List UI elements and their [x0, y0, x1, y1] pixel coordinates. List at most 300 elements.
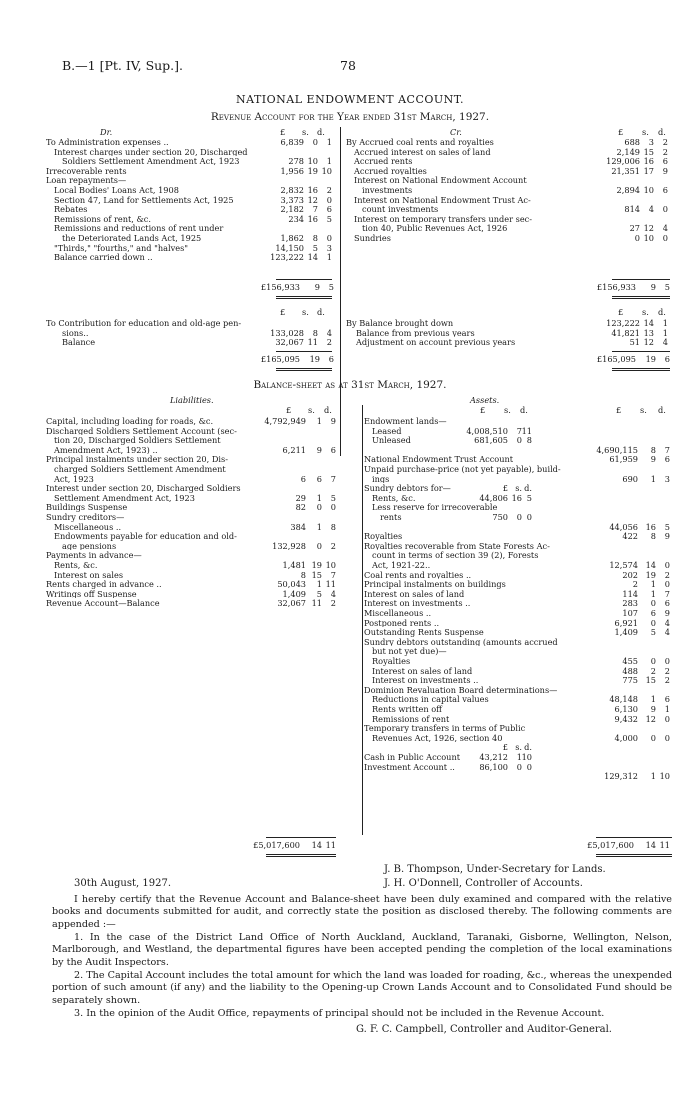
row-label: National Endowment Trust Account: [364, 454, 514, 464]
liability-row: [46, 541, 340, 551]
row-label: Section 47, Land for Settlements Act, 1925: [54, 194, 234, 205]
pence-cell: 6: [330, 444, 336, 455]
shillings-cell: 1: [316, 579, 322, 589]
shillings-cell: 8: [650, 444, 656, 455]
pounds-cell: 6,211: [282, 444, 306, 455]
pence-cell: 7: [330, 473, 336, 484]
pounds-cell: 51: [629, 337, 640, 347]
shillings-cell: 3: [648, 137, 654, 147]
asset-row: [364, 752, 674, 762]
asset-row: [364, 426, 674, 436]
revenue-cr-row: [346, 147, 672, 157]
liabilities-label: Liabilities.: [170, 395, 214, 405]
row-label: Loan repayments—: [46, 175, 127, 185]
pence-cell: 2: [326, 185, 332, 195]
row-label: Rebates: [54, 204, 88, 214]
pence-cell: 4: [664, 627, 670, 637]
audit-paragraph-2: 1. In the case of the District Land Office of North Auckland, Auckland, Taranaki, Gisborne, Wellington, Nelson, Marlborough, and Westland, the departmental figures have been accepted pending the completion of the local examinations by the Audit Inspectors.: [52, 932, 672, 968]
page: B.—1 [Pt. IV, Sup.]. 78 NATIONAL ENDOWMENT ACCOUNT. Revenue Account for the Year ended 31st March, 1927. Dr. Cr. £ s. d. £ s. d. To Administration expenses .. 6,839 0 1 Interest charges under section 20, Discharged Soldiers Settlement Amendment Act, 1923 278 10 1 Irrecoverable rents 1,956 19 10 Loan repayments— Local Bodies' Loans Act, 1908 2,832 16 2 Section 47, Land for Settlements Act, 1925 3,373 12 0 Rebates 2,182 7 6 Remissions of rent, &c. 234 16 5 Remissions and reductions of rent under the Deteriorated Lands Act, 1925 1,862 8 0 "Thirds," "fourths," and "halves" 14,150 5 3 Balance carried down .. 123,222 14 1 By Accrued coal rents and royalties 688 3 2 Accrued interest on sales of land 2,149 15 2 Accrued rents 129,006 16 6 Accrued royalties 21,351 17 9 Interest on National Endowment Account investments 2,894 10 6 Interest on National Endowment Trust Ac- count investments 814 4 0 Interest on temporary transfers under sec- tion 40, Public Revenues Act, 1926 27 12 4 Sundries 0 10 0 £156,933 9 5 £156,933 9 5 £ s. d. £ s. d. To Contribution for education and old-age pen- sions.. 133,028 8 4 Balance 32,067 11 2 By Balance brought down 123,222 14 1 Balance from previous years 41,821 13 1 Adjustment on account previous years 51 12 4 £165,095 19 6 £165,095 19 6 Balance-sheet as at 31st March, 1927. Liabilities. Assets. £ s. d. £ s. d. £ s. d. Capital, including loading for roads, &c. 4,792,949 1 9 Discharged Soldiers Settlement Account (sec- tion 20, Discharged Soldiers Settlement Amendment Act, 1923) .. 6,211 9 6 Principal instalments under section 20, Dis- charged Soldiers Settlement Amendment Act, 1923 6 6 7 Interest under section 20, Discharged Soldiers Settlement Amendment Act, 1923 29 1 5 Buildings Suspense 82 0 0 Sundry creditors— Miscellaneous .. 384 1 8 Endowments payable for education and old- age pensions 132,928 0 2 Payments in advance— Rents, &c. 1,481 19 10 Interest on sales 8 15 7 Rents charged in advance .. 50,043 1 11 Writings off Suspense 1,409 5 4 Revenue Account—Balance 32,067 11 2 Endowment lands— Leased 4,008,510 7 11 Unleased 681,605 0 8 4,690,115 8 7 National Endowment Trust Account 61,959 9 6 Unpaid purchase-price (not yet payable), build- ings 690 1 3 Sundry debtors for— £ s. d. Rents, &c. 44,806 16 5 Less reserve for irrecoverable rents 750 0 0 44,056 16 5 Royalties 422 8 9 Royalties recoverable from State Forests Ac- count in terms of section 39 (2), Forests Act, 1921-22.. 12,574 14 0 Coal rents and royalties .. 202 19 2 Principal instalments on buildings 2 1 0 Interest on sales of land 114 1 7 Interest on investments .. 283 0 6 Miscellaneous .. 107 6 9 Postponed rents .. 6,921 0 4 Outstanding Rents Suspense 1,409 5 4 Sundry debtors outstanding (amounts accrued but not yet due)— Royalties 455 0 0 Interest on sales of land 488 2 2 Interest on investments .. 775 15 2 Dominion Revaluation Board determinations— Reductions in capital values 48,148 1 6 Rents written off 6,130 9 1 Remissions of rent 9,432 12 0 Temporary transfers in terms of Public Revenues Act, 1926, section 40 4,000 0 0 £ s. d. Cash in Public Account 43,212 1 10 Investment Account .. 86,100 0 0 129,312 1 10 £5,017,600 14 11 £5,017,600 14 11 J. B. Thompson, Under-Secretary for Lands. 30th August, 1927. J. H. O'Donnell, Controller of Accounts. I hereby certify that the Revenue Account and Balance-sheet have been duly examined and compared with the relative books and documents submitted for audit, and correctly state the position as disclosed thereby. The following comments are appended :— 1. In the case of the District Land Office of North Auckland, Auckland, Taranaki, Gisborne, Wellington, Nelson, Marlborough, and Westland, the departmental figures have been accepted pending the completion of the local examinations by the Audit Inspectors. 2. The Capital Account includes the total amount for which the land was loaded for roading, &c., whereas the unexpended portion of such amount (if any) and the liability to the Opening-up Crown Lands Account and to Consolidated Fund should be separately shown. 3. In the opinion of the Audit Office, repayments of principal should not be included in the Revenue Account. G. F. C. Campbell, Controller and Auditor-General.: [0, 0, 700, 1108]
pounds-cell: 50,043: [277, 579, 306, 589]
pence-cell: 1: [664, 704, 670, 714]
row-label: Revenues Act, 1926, section 40: [372, 732, 503, 743]
pounds-cell: 814: [624, 204, 640, 214]
pounds-cell: 1,956: [280, 165, 304, 176]
liability-row: [46, 416, 340, 426]
pence-cell: 6: [662, 156, 668, 166]
row-label: Remissions of rent, &c.: [54, 213, 151, 224]
liability-row: [46, 579, 340, 589]
shillings-cell: 1: [650, 694, 656, 704]
inner-pounds: 43,212: [479, 752, 508, 762]
shillings-cell: 12: [307, 194, 318, 205]
revenue-cr2-row: [346, 337, 672, 347]
row-label: Balance carried down ..: [54, 252, 153, 262]
row-label: Soldiers Settlement Amendment Act, 1923: [62, 156, 240, 166]
cr-label: Cr.: [450, 127, 462, 137]
row-label: Endowment lands—: [364, 416, 447, 426]
row-label: Balance: [62, 337, 96, 347]
shillings-cell: 1: [650, 579, 656, 589]
inner-pounds: 750: [492, 512, 508, 522]
row-label: Principal instalments on buildings: [364, 579, 506, 589]
revenue-dr-row: [46, 156, 336, 166]
row-label: Interest on sales of land: [372, 665, 473, 676]
inner-shillings: 0: [516, 761, 522, 772]
pence-cell: 2: [664, 675, 670, 685]
revenue-dr-row: [46, 137, 336, 147]
revenue-total-dr: £156,933 9 5: [260, 282, 334, 292]
shillings-cell: 1: [316, 416, 322, 426]
pence-cell: 6: [664, 694, 670, 704]
row-label: Coal rents and royalties ..: [364, 569, 472, 580]
cr-sum-rule: [612, 279, 670, 280]
row-label: Interest on sales: [54, 569, 124, 580]
pounds-cell: 21,351: [611, 165, 640, 176]
revenue-dr-row: [46, 166, 336, 176]
shillings-cell: 6: [316, 473, 322, 484]
inner-pounds: 681,605: [474, 435, 508, 445]
pence-cell: 2: [664, 665, 670, 676]
cr-double-rule: [612, 296, 670, 299]
asset-row: [364, 474, 674, 484]
asset-row: [364, 675, 674, 685]
pounds-cell: 129,006: [606, 156, 640, 166]
pounds-cell: 6,921: [614, 617, 638, 628]
cr2-sum-rule: [612, 351, 670, 352]
shillings-cell: 15: [643, 146, 654, 157]
pence-cell: 1: [326, 252, 332, 262]
row-label: Accrued royalties: [354, 165, 427, 176]
shillings-cell: 0: [316, 540, 322, 551]
pounds-cell: 8: [300, 569, 306, 580]
row-label: Royalties: [364, 531, 403, 541]
asset-row: [364, 656, 674, 666]
pounds-cell: 3,373: [280, 194, 304, 205]
row-label: count investments: [362, 204, 439, 214]
shillings-cell: 7: [312, 204, 318, 214]
pence-cell: 4: [330, 588, 336, 599]
liability-row: [46, 598, 340, 608]
shillings-cell: 19: [307, 165, 318, 176]
pounds-cell: 1,409: [282, 588, 306, 599]
inner-shillings: 1: [516, 752, 522, 762]
revenue-cr-row: [346, 214, 672, 224]
asset-row: [364, 714, 674, 724]
row-label: Interest on National Endowment Account: [354, 175, 527, 185]
revenue-cr-row: [346, 185, 672, 195]
liability-row: [46, 570, 340, 580]
liability-row: [46, 550, 340, 560]
liability-row: [46, 426, 340, 436]
pounds-cell: 2,832: [280, 185, 304, 195]
row-label: Postponed rents ..: [364, 617, 440, 628]
pence-cell: 7: [330, 569, 336, 580]
row-label: ings: [372, 473, 390, 484]
pounds-cell: 4,690,115: [596, 444, 638, 455]
row-label: Less reserve for irrecoverable: [372, 502, 498, 512]
shillings-cell: 1: [650, 588, 656, 599]
row-label: To Contribution for education and old-age pen-: [46, 318, 242, 328]
pence-cell: 9: [664, 531, 670, 541]
shillings-cell: 14: [645, 560, 656, 570]
shillings-cell: 15: [311, 569, 322, 580]
pence-cell: 2: [664, 569, 670, 580]
pounds-cell: 688: [624, 137, 640, 147]
shillings-cell: 0: [316, 502, 322, 512]
row-label: Reductions in capital values: [372, 694, 489, 704]
row-label: By Accrued coal rents and royalties: [346, 137, 494, 147]
row-label: Capital, including loading for roads, &c.: [46, 416, 214, 426]
pounds-cell: 123,222: [270, 252, 304, 262]
shillings-cell: 8: [312, 327, 318, 338]
revenue-cr2-row: [346, 318, 672, 328]
pence-cell: 6: [326, 204, 332, 214]
row-label: Adjustment on account previous years: [356, 337, 516, 347]
row-label: Rents written off: [372, 704, 442, 714]
shillings-cell: 5: [650, 627, 656, 637]
shillings-cell: 17: [643, 165, 654, 176]
pence-cell: 6: [664, 598, 670, 608]
pence-cell: 0: [326, 233, 332, 243]
pence-cell: 2: [662, 146, 668, 157]
row-label: Unpaid purchase-price (not yet payable), build-: [364, 464, 561, 474]
liability-row: [46, 522, 340, 532]
revenue-dr-row: [46, 223, 336, 233]
shillings-cell: 13: [643, 327, 654, 338]
liability-row: [46, 560, 340, 570]
liab-sum-rule: [266, 837, 336, 838]
pounds-cell: 129,312: [604, 771, 638, 781]
shillings-cell: 8: [650, 531, 656, 541]
asset-row: [364, 560, 674, 570]
pence-cell: 5: [330, 492, 336, 503]
pounds-cell: 9,432: [614, 713, 638, 724]
pence-cell: 0: [664, 579, 670, 589]
row-label: Interest on investments ..: [364, 598, 471, 608]
liability-row: [46, 493, 340, 503]
pounds-cell: 4,000: [614, 732, 638, 743]
pounds-cell: 384: [290, 521, 306, 532]
balance-total-liabilities: £5,017,600 14 11: [253, 840, 336, 850]
shillings-cell: 16: [643, 156, 654, 166]
row-label: Accrued rents: [354, 156, 413, 166]
pounds-cell: 27: [629, 223, 640, 233]
inner-pence: 0: [526, 761, 532, 772]
inner-shillings: s.: [515, 742, 522, 752]
row-label: Interest charges under section 20, Discharged: [54, 146, 248, 157]
revenue-cr-row: [346, 175, 672, 185]
revenue-cr-row: [346, 204, 672, 214]
pounds-cell: 107: [622, 608, 638, 618]
revenue-total-cr: £156,933 9 5: [596, 282, 670, 292]
pounds-cell: 41,821: [611, 327, 640, 338]
shillings-cell: 10: [643, 185, 654, 195]
liability-row: [46, 531, 340, 541]
shillings-cell: 10: [643, 233, 654, 243]
balance-divider: [362, 405, 363, 835]
shillings-cell: 19: [311, 560, 322, 570]
inner-pounds: £: [502, 483, 508, 493]
pounds-cell: 488: [622, 665, 638, 676]
revenue-divider: [340, 127, 341, 456]
asset-row: [364, 762, 674, 772]
pence-cell: 0: [664, 713, 670, 724]
pounds-cell: 82: [295, 502, 306, 512]
dr-double-rule: [276, 296, 332, 299]
signature-date: 30th August, 1927.: [74, 878, 172, 889]
row-label: Rents charged in advance ..: [46, 579, 162, 589]
inner-shillings: s.: [515, 483, 522, 493]
shillings-cell: 19: [645, 569, 656, 580]
pounds-cell: 12,574: [609, 560, 638, 570]
asset-row: [364, 598, 674, 608]
row-label: but not yet due)—: [372, 646, 447, 656]
pounds-cell: 775: [622, 675, 638, 685]
pence-cell: 0: [664, 560, 670, 570]
shillings-cell: 1: [650, 473, 656, 484]
liability-row: [46, 512, 340, 522]
pence-cell: 0: [664, 732, 670, 743]
asset-row: [364, 522, 674, 532]
revenue-total2-cr: £165,095 19 6: [596, 354, 670, 364]
asset-row: [364, 627, 674, 637]
asset-row: [364, 685, 674, 695]
revenue-cr-row: [346, 223, 672, 233]
shillings-cell: 16: [307, 185, 318, 195]
inner-pounds: 86,100: [479, 761, 508, 772]
assets-sum-rule: [596, 837, 672, 838]
row-label: charged Soldiers Settlement Amendment: [54, 464, 226, 474]
revenue-cr-row: [346, 233, 672, 243]
pence-cell: 7: [664, 588, 670, 599]
pounds-cell: 2,149: [616, 146, 640, 157]
revenue-dr-row: [46, 214, 336, 224]
pounds-cell: 44,056: [609, 521, 638, 532]
inner-pounds: 4,008,510: [466, 425, 508, 436]
pence-cell: 1: [326, 137, 332, 147]
shillings-cell: 9: [650, 704, 656, 714]
revenue-dr-row: [46, 243, 336, 253]
shillings-cell: 2: [650, 665, 656, 676]
pounds-cell: 2,894: [616, 185, 640, 195]
signature-thompson: J. B. Thompson, Under-Secretary for Lands.: [384, 864, 606, 875]
pence-cell: 9: [664, 608, 670, 618]
pence-cell: 0: [330, 502, 336, 512]
shillings-cell: 1: [650, 771, 656, 781]
revenue-cr-row: [346, 156, 672, 166]
pounds-cell: 1,481: [282, 560, 306, 570]
liability-row: [46, 435, 340, 445]
dr-label: Dr.: [100, 127, 113, 137]
pounds-cell: 2: [632, 579, 638, 589]
asset-row: [364, 531, 674, 541]
pence-cell: 4: [664, 617, 670, 628]
liab-double-rule: [266, 854, 336, 857]
liability-row: [46, 445, 340, 455]
shillings-cell: 16: [307, 213, 318, 224]
revenue-dr-row: [46, 204, 336, 214]
row-label: Settlement Amendment Act, 1923: [54, 492, 195, 503]
revenue-cr-row: [346, 195, 672, 205]
asset-row: [364, 646, 674, 656]
signature-odonnell: J. H. O'Donnell, Controller of Accounts.: [384, 878, 583, 889]
row-label: To Administration expenses ..: [46, 137, 169, 147]
pounds-cell: 283: [622, 598, 638, 608]
revenue-cr-row: [346, 137, 672, 147]
pounds-cell: 6,130: [614, 704, 638, 714]
pounds-cell: 61,959: [609, 454, 638, 464]
shillings-cell: 0: [312, 137, 318, 147]
pounds-cell: 48,148: [609, 694, 638, 704]
row-label: Payments in advance—: [46, 550, 142, 560]
revenue-total2-dr: £165,095 19 6: [260, 354, 334, 364]
pence-cell: 11: [325, 579, 336, 589]
revenue-dr2-row: [46, 318, 336, 328]
asset-row: [364, 771, 674, 781]
pence-cell: 0: [662, 204, 668, 214]
asset-row: [364, 454, 674, 464]
asset-row: [364, 435, 674, 445]
auditor-signature: G. F. C. Campbell, Controller and Auditor-General.: [356, 1024, 612, 1035]
pence-cell: 1: [662, 327, 668, 338]
pounds-cell: 6,839: [280, 137, 304, 147]
row-label: Revenue Account—Balance: [46, 598, 160, 608]
liability-row: [46, 589, 340, 599]
pence-cell: 5: [664, 521, 670, 532]
asset-row: [364, 733, 674, 743]
asset-row: [364, 464, 674, 474]
pence-cell: 10: [659, 771, 670, 781]
shillings-cell: 14: [307, 252, 318, 262]
pence-cell: 10: [321, 165, 332, 176]
asset-row: [364, 483, 674, 493]
asset-row: [364, 445, 674, 455]
row-label: Royalties: [372, 656, 411, 666]
pence-cell: 9: [330, 416, 336, 426]
page-reference: B.—1 [Pt. IV, Sup.].: [62, 58, 184, 73]
pence-cell: 2: [330, 540, 336, 551]
row-label: tion 20, Discharged Soldiers Settlement: [54, 435, 221, 445]
dr-sum-rule: [276, 279, 332, 280]
shillings-cell: 9: [316, 444, 322, 455]
row-label: Discharged Soldiers Settlement Account (sec-: [46, 425, 237, 436]
pounds-cell: 2,182: [280, 204, 304, 214]
dr2-double-rule: [276, 368, 332, 371]
pence-cell: 2: [662, 137, 668, 147]
row-label: Interest under section 20, Discharged Soldiers: [46, 483, 241, 493]
revenue-dr2-row: [46, 328, 336, 338]
row-label: Rents, &c.: [54, 560, 98, 570]
row-label: Endowments payable for education and old-: [54, 531, 237, 541]
pounds-cell: 132,928: [272, 540, 306, 551]
revenue-cr-row: [346, 166, 672, 176]
row-label: Local Bodies' Loans Act, 1908: [54, 185, 179, 195]
row-label: Interest on temporary transfers under sec-: [354, 213, 533, 224]
asset-row: [364, 694, 674, 704]
pounds-cell: 133,028: [270, 327, 304, 338]
inner-shillings: 0: [516, 512, 522, 522]
shillings-cell: 12: [645, 713, 656, 724]
inner-shillings: 7: [516, 425, 522, 436]
balance-heading: Balance-sheet as at 31st March, 1927.: [253, 379, 447, 391]
pounds-cell: 202: [622, 569, 638, 580]
row-label: Investment Account ..: [364, 761, 455, 772]
pounds-cell: 422: [622, 531, 638, 541]
row-label: Act, 1921-22..: [372, 560, 431, 570]
inner-pounds: £: [502, 742, 508, 752]
asset-row: [364, 502, 674, 512]
pence-cell: 0: [664, 656, 670, 666]
pence-cell: 2: [326, 337, 332, 347]
revenue-dr-row: [46, 195, 336, 205]
pence-cell: 3: [664, 473, 670, 484]
revenue-heading: Revenue Account for the Year ended 31st March, 1927.: [210, 111, 490, 123]
shillings-cell: 0: [650, 732, 656, 743]
cr2-double-rule: [612, 368, 670, 371]
row-label: Principal instalments under section 20, Dis-: [46, 454, 228, 464]
shillings-cell: 12: [643, 337, 654, 347]
row-label: Interest on sales of land: [364, 588, 465, 599]
shillings-cell: 0: [650, 617, 656, 628]
asset-row: [364, 541, 674, 551]
revenue-dr-row: [46, 185, 336, 195]
row-label: Interest on National Endowment Trust Ac-: [354, 194, 531, 205]
pounds-cell: 4,792,949: [264, 416, 306, 426]
pounds-cell: 1,862: [280, 233, 304, 243]
row-label: count in terms of section 39 (2), Forests: [372, 550, 539, 560]
pence-cell: 4: [662, 223, 668, 233]
liability-row: [46, 454, 340, 464]
row-label: tion 40, Public Revenues Act, 1926: [362, 223, 508, 233]
row-label: Act, 1923: [54, 473, 94, 484]
inner-pence: 0: [526, 512, 532, 522]
asset-row: [364, 742, 674, 752]
inner-shillings: 0: [516, 435, 522, 445]
pounds-cell: 32,067: [275, 337, 304, 347]
pence-cell: 4: [662, 337, 668, 347]
audit-paragraph-3: 2. The Capital Account includes the total amount for which the land was loaded for roading, &c., whereas the unexpended portion of such amount (if any) and the liability to the Opening-up Crown Lands Account and to Consolidated Fund should be separately shown.: [52, 970, 672, 1006]
asset-row: [364, 550, 674, 560]
pence-cell: 3: [326, 242, 332, 253]
row-label: Rents, &c.: [372, 492, 416, 503]
row-label: the Deteriorated Lands Act, 1925: [62, 233, 202, 243]
row-label: rents: [380, 512, 402, 522]
shillings-cell: 0: [650, 656, 656, 666]
row-label: By Balance brought down: [346, 318, 454, 328]
asset-row: [364, 666, 674, 676]
inner-pence: 11: [521, 425, 532, 436]
pence-cell: 6: [662, 185, 668, 195]
